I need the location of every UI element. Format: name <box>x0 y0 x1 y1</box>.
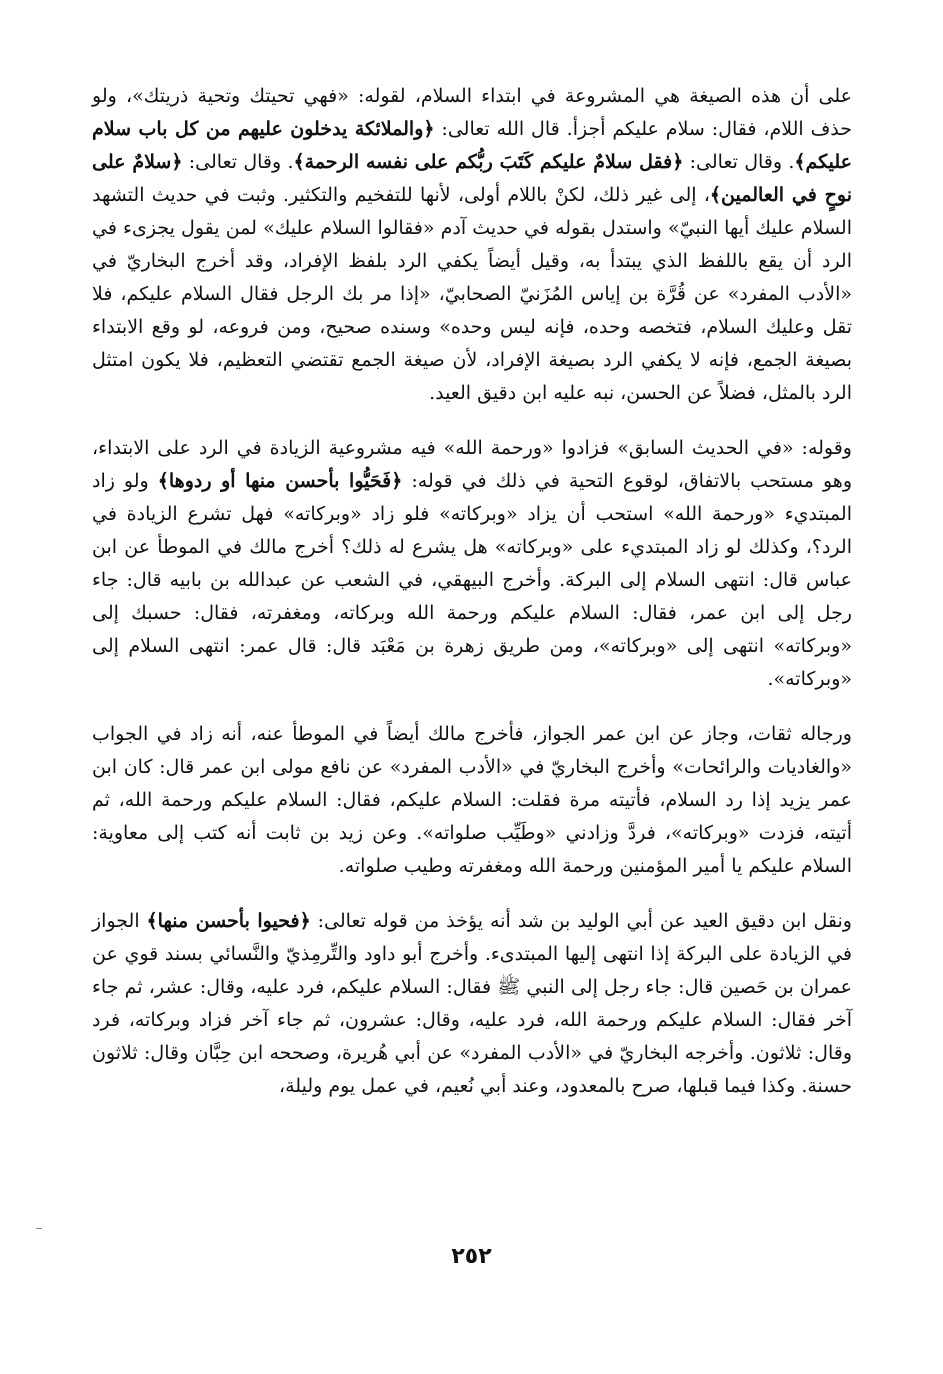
paragraph-1 <box>92 80 852 410</box>
page-number: ٢٥٢ <box>451 1244 492 1269</box>
scan-edge-mark <box>36 1228 42 1229</box>
paragraph-4-text: ونقل ابن دقيق العيد عن أبي الوليد بن شد أنه يؤخذ من قوله تعالى: <box>310 910 852 932</box>
paragraph-2-text: ولو زاد المبتديء «ورحمة الله» استحب أن يزاد «وبركاته» فلو زاد «وبركاته» فهل تشرع الزيادة في الرد؟، وكذلك لو زاد المبتديء على «وبركاته» هل يشرع له ذلك؟ أخرج مالك في الموطأ عن ابن عباس قال: انتهى السلام إلى البركة. وأخرج البيهقي، في الشعب عن عبدالله بن بابيه قال: جاء رجل إلى ابن عمر، فقال: السلام عليكم ورحمة الله وبركاته، ومغفرته، فقال: حسبك إلى «وبركاته» انتهى إلى «وبركاته»، ومن طريق زهرة بن مَعْبَد قال: قال عمر: انتهى السلام إلى «وبركاته». <box>92 470 852 690</box>
paragraph-1-text: ، إلى غير ذلك، لكنْ باللام أولى، لأنها للتفخيم والتكثير. وثبت في حديث التشهد السلام عليك أيها النبيّ» واستدل بقوله في حديث آدم «فقالوا السلام عليك» لمن يقول يجزىء في الرد أن يقع باللفظ الذي يبتدأ به، وقيل أيضاً يكفي الرد بلفظ الإفراد، وقد أخرج البخاريّ في «الأدب المفرد» عن قُرَّة بن إياس المُزَنيّ الصحابيّ، «إذا مر بك الرجل فقال السلام عليكم، فلا تقل وعليك السلام، فتخصه وحده، فإنه ليس وحده» وسنده صحيح، ومن فروعه، لو وقع الابتداء بصيغة الجمع، فإنه لا يكفي الرد بصيغة الإفراد، لأن صيغة الجمع تقتضي التعظيم، فلا يكون امتثل الرد بالمثل، فضلاً عن الحسن، نبه عليه ابن دقيق العيد. <box>92 184 852 404</box>
page-body <box>92 80 852 1103</box>
quran-verse: ﴿فحيوا بأحسن منها﴾ <box>146 910 311 932</box>
paragraph-2 <box>92 432 852 696</box>
paragraph-3-text: ورجاله ثقات، وجاز عن ابن عمر الجواز، فأخرج مالك أيضاً في الموطأ عنه، أنه زاد في الجواب «والغاديات والرائحات» وأخرج البخاريّ في «الأدب المفرد» عن نافع مولى ابن عمر قال: كان ابن عمر يزيد إذا رد السلام، فأتيته مرة فقلت: السلام عليكم، فقال: السلام عليكم ورحمة الله، ثم أتيته، فزدت «وبركاته»، فردَّ وزادني «وطَيِّب صلواته». وعن زيد بن ثابت أنه كتب إلى معاوية: السلام عليكم يا أمير المؤمنين ورحمة الله ومغفرته وطيب صلواته. <box>92 723 852 877</box>
paragraph-1-text: . وقال تعالى: <box>182 151 294 173</box>
paragraph-4-text: الجواز في الزيادة على البركة إذا انتهى إليها المبتدىء. وأخرج أبو داود والتِّرمِذيّ والنَّسائي بسند قوي عن عمران بن حَصين قال: جاء رجل إلى النبي ﷺ فقال: السلام عليكم، فرد عليه، وقال: عشر، ثم جاء آخر فقال: السلام عليكم ورحمة الله، فرد عليه، وقال: عشرون، ثم جاء آخر فزاد وبركاته، فرد وقال: ثلاثون. وأخرجه البخاريّ في «الأدب المفرد» عن أبي هُريرة، وصححه ابن حِبَّان وقال: ثلاثون حسنة. وكذا فيما قبلها، صرح بالمعدود، وعند أبي نُعيم، في عمل يوم وليلة، <box>92 910 852 1097</box>
quran-verse: ﴿والملائكة يدخلون عليهم من كل باب سلام عليكم﴾ <box>92 118 853 173</box>
paragraph-2-text: وقوله: «في الحديث السابق» فزادوا «ورحمة الله» فيه مشروعية الزيادة في الرد على الابتداء، وهو مستحب بالاتفاق، لوقوع التحية في ذلك في قوله: <box>92 437 852 492</box>
paragraph-4 <box>92 905 852 1103</box>
paragraph-3 <box>92 718 852 883</box>
quran-verse: ﴿فقل سلامٌ عليكم كَتَبَ ربُّكم على نفسه الرحمة﴾ <box>293 151 684 173</box>
paragraph-1-text: . وقال تعالى: <box>683 151 795 173</box>
quran-verse: ﴿سلامٌ على نوحٍ في العالمين﴾ <box>92 151 852 206</box>
paragraph-1-text: على أن هذه الصيغة هي المشروعة في ابتداء السلام، لقوله: «فهي تحيتك وتحية ذريتك»، ولو حذف اللام، فقال: سلام عليكم أجزأ. قال الله تعالى: <box>92 85 852 140</box>
quran-verse: ﴿فَحَيُّوا بأحسن منها أو ردوها﴾ <box>157 470 403 492</box>
